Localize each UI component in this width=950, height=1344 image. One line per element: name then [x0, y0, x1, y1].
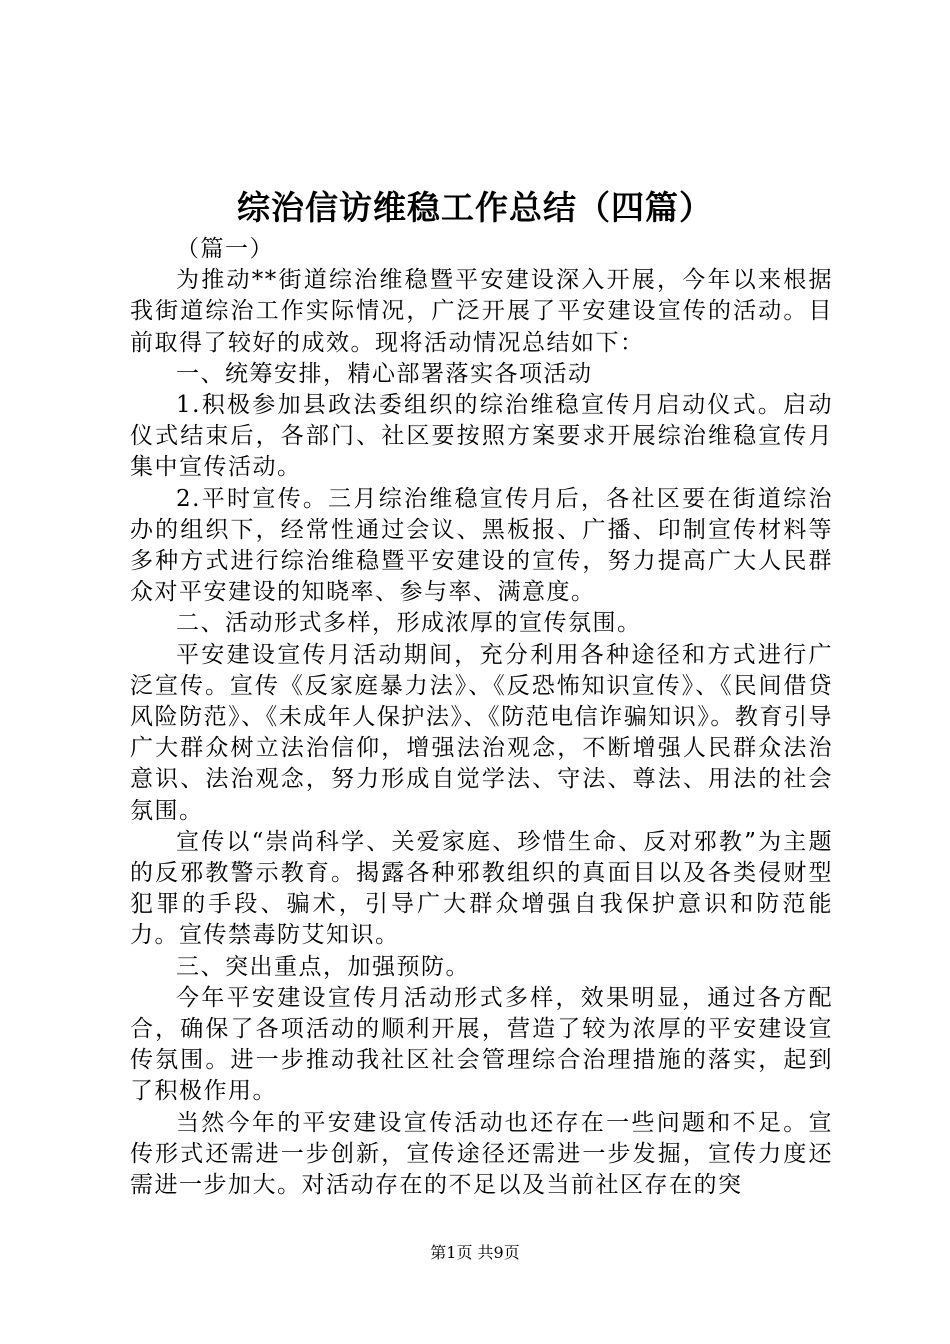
section-heading: 二、活动形式多样，形成浓厚的宣传氛围。	[176, 610, 642, 637]
body-paragraph: 为推动**街道综治维稳暨平安建设深入开展，今年以来根据我街道综治工作实际情况，广泛开展了平安建设宣传的活动。目前取得了较好的成效。现将活动情况总结如下：	[130, 267, 833, 356]
body-paragraph: 今年平安建设宣传月活动形式多样，效果明显，通过各方配合，确保了各项活动的顺利开展，营造了较为浓厚的平安建设宣传氛围。进一步推动我社区社会管理综合治理措施的落实，起到了积极作用。	[130, 984, 833, 1105]
body-paragraph: 平安建设宣传月活动期间，充分利用各种途径和方式进行广泛宣传。宣传《反家庭暴力法》、《反恐怖知识宣传》、《民间借贷风险防范》、《未成年人保护法》、《防范电信诈骗知识》。教育引导广大群众树立法治信仰，增强法治观念，不断增强人民群众法治意识、法治观念，努力形成自觉学法、守法、尊法、用法的社会氛围。	[130, 641, 833, 824]
body-paragraph: 1.积极参加县政法委组织的综治维稳宣传月启动仪式。启动仪式结束后，各部门、社区要按照方案要求开展综治维稳宣传月集中宣传活动。	[130, 392, 833, 481]
page-number-footer: 第1页 共9页	[430, 1243, 520, 1262]
body-paragraph: 2.平时宣传。三月综治维稳宣传月后，各社区要在街道综治办的组织下，经常性通过会议、黑板报、广播、印制宣传材料等多种方式进行综治维稳暨平安建设的宣传，努力提高广大人民群众对平安建设的知晓率、参与率、满意度。	[130, 485, 833, 606]
section-heading: 三、突出重点，加强预防。	[176, 953, 470, 980]
section-heading: 一、统筹安排，精心部署落实各项活动	[176, 360, 593, 387]
document-title: 综治信访维稳工作总结（四篇）	[237, 188, 713, 227]
document-body	[130, 234, 833, 1201]
section-label: （篇一）	[176, 236, 274, 262]
body-paragraph: 当然今年的平安建设宣传活动也还存在一些问题和不足。宣传形式还需进一步创新，宣传途径还需进一步发掘，宣传力度还需进一步加大。对活动存在的不足以及当前社区存在的突	[130, 1109, 833, 1199]
body-paragraph: 宣传以“崇尚科学、关爱家庭、珍惜生命、反对邪教”为主题的反邪教警示教育。揭露各种邪教组织的真面目以及各类侵财型犯罪的手段、骗术，引导广大群众增强自我保护意识和防范能力。宣传禁毒防艾知识。	[130, 828, 833, 949]
